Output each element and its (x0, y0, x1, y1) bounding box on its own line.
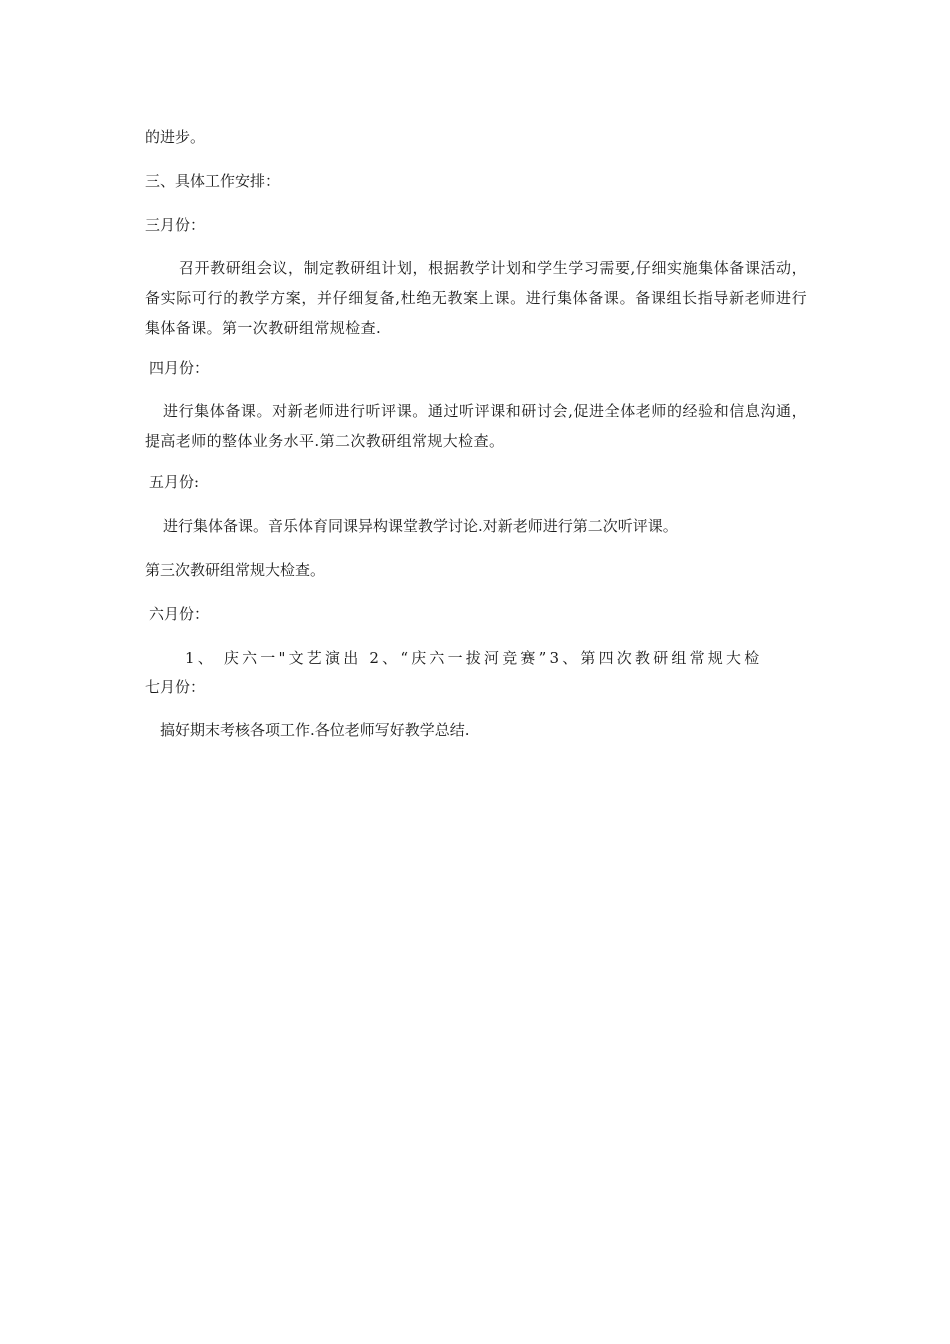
may-heading: 五月份: (149, 473, 200, 491)
june-body: 1、 庆六一"文艺演出 2、“庆六一拔河竞赛”3、第四次教研组常规大检 (185, 649, 763, 667)
continuation-line: 的进步。 (145, 128, 206, 146)
may-body-2: 第三次教研组常规大检查。 (145, 561, 326, 579)
july-heading: 七月份： (145, 678, 206, 696)
march-heading: 三月份： (145, 216, 206, 234)
section-heading-arrangement: 三、具体工作安排： (145, 172, 281, 190)
july-body: 搞好期末考核各项工作.各位老师写好教学总结. (160, 721, 470, 739)
april-heading: 四月份： (149, 359, 210, 377)
may-body: 进行集体备课。音乐体育同课异构课堂教学讨论.对新老师进行第二次听评课。 (163, 517, 678, 535)
april-body: 进行集体备课。对新老师进行听评课。通过听评课和研讨会,促进全体老师的经验和信息沟通，提高老师的整体业务水平.第二次教研组常规大检查。 (145, 402, 807, 450)
june-heading: 六月份： (149, 605, 210, 623)
march-body: 召开教研组会议，制定教研组计划，根据教学计划和学生学习需要,仔细实施集体备课活动，备实际可行的教学方案，并仔细复备,杜绝无教案上课。进行集体备课。备课组长指导新老师进行集体备课。第一次教研组常规检查. (145, 259, 807, 337)
